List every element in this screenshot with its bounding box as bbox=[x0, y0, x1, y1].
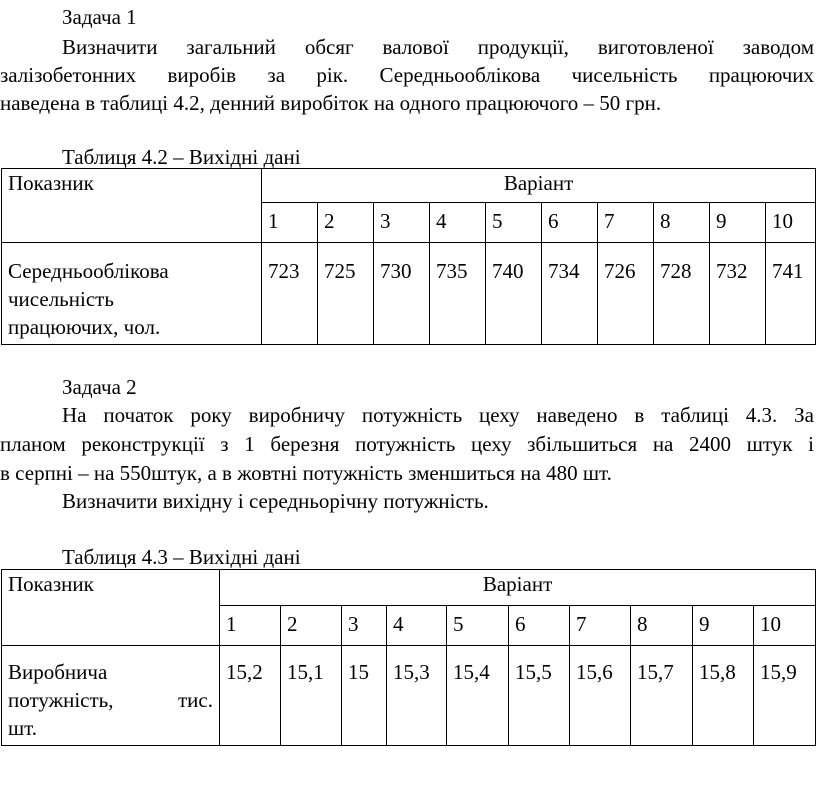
table-4-2-header-variant: Варіант bbox=[262, 169, 816, 203]
task2-line-2: планом реконструкції з 1 березня потужність цеху збільшиться на 2400 штук і bbox=[0, 432, 814, 456]
task1-line-2: залізобетонних виробів за рік. Середньооблікова чисельність працюючих bbox=[0, 63, 814, 87]
task2-line-3: в серпні – на 550штук, а в жовтні потужність зменшиться на 480 шт. bbox=[0, 461, 612, 485]
value-cell: 15,5 bbox=[509, 646, 570, 746]
task2-title: Задача 2 bbox=[62, 375, 137, 399]
row-label-line: чисельність bbox=[8, 287, 114, 311]
value-cell: 735 bbox=[430, 243, 486, 345]
task1-title: Задача 1 bbox=[62, 5, 137, 29]
variant-cell: 2 bbox=[318, 203, 374, 243]
value-cell: 723 bbox=[262, 243, 318, 345]
value-cell: 15,8 bbox=[693, 646, 754, 746]
task2-line-4: Визначити вихідну і середньорічну потужність. bbox=[62, 489, 489, 513]
variant-cell: 8 bbox=[631, 606, 693, 646]
row-label-part: тис. bbox=[178, 688, 213, 712]
task1-line-1: Визначити загальний обсяг валової продукції, виготовленої заводом bbox=[62, 35, 814, 59]
variant-cell: 6 bbox=[509, 606, 570, 646]
variant-cell: 7 bbox=[598, 203, 654, 243]
table-4-3-row-label bbox=[2, 646, 220, 746]
variant-cell: 1 bbox=[220, 606, 281, 646]
value-cell: 740 bbox=[486, 243, 542, 345]
variant-cell: 2 bbox=[281, 606, 342, 646]
row-label-part: потужність, bbox=[8, 688, 114, 712]
value-cell: 726 bbox=[598, 243, 654, 345]
value-cell: 15,6 bbox=[570, 646, 631, 746]
variant-cell: 1 bbox=[262, 203, 318, 243]
value-cell: 15 bbox=[342, 646, 387, 746]
value-cell: 741 bbox=[766, 243, 816, 345]
row-label-line bbox=[8, 686, 213, 714]
value-cell: 15,7 bbox=[631, 646, 693, 746]
table-4-2-header-indicator: Показник bbox=[2, 169, 262, 243]
value-cell: 732 bbox=[710, 243, 766, 345]
table-4-3-header-variant: Варіант bbox=[220, 570, 816, 606]
row-label-line: Середньооблікова bbox=[8, 259, 169, 283]
table-4-3-caption: Таблиця 4.3 – Вихідні дані bbox=[62, 545, 301, 569]
row-label-line: шт. bbox=[8, 716, 38, 740]
value-cell: 15,1 bbox=[281, 646, 342, 746]
value-cell: 15,9 bbox=[754, 646, 816, 746]
table-4-2-caption: Таблиця 4.2 – Вихідні дані bbox=[62, 145, 301, 169]
value-cell: 15,3 bbox=[387, 646, 447, 746]
value-cell: 15,2 bbox=[220, 646, 281, 746]
variant-cell: 9 bbox=[710, 203, 766, 243]
variant-cell: 9 bbox=[693, 606, 754, 646]
variant-cell: 4 bbox=[387, 606, 447, 646]
variant-cell: 6 bbox=[542, 203, 598, 243]
value-cell: 725 bbox=[318, 243, 374, 345]
variant-cell: 4 bbox=[430, 203, 486, 243]
table-4-3 bbox=[1, 569, 816, 746]
variant-cell: 10 bbox=[754, 606, 816, 646]
value-cell: 15,4 bbox=[447, 646, 509, 746]
variant-cell: 10 bbox=[766, 203, 816, 243]
variant-cell: 3 bbox=[374, 203, 430, 243]
variant-cell: 3 bbox=[342, 606, 387, 646]
table-4-3-header-indicator: Показник bbox=[2, 570, 220, 646]
task1-line-3: наведена в таблиці 4.2, денний виробіток на одного працюючого – 50 грн. bbox=[0, 91, 662, 115]
variant-cell: 7 bbox=[570, 606, 631, 646]
value-cell: 728 bbox=[654, 243, 710, 345]
table-4-2 bbox=[1, 168, 816, 345]
table-4-2-row-label bbox=[2, 243, 262, 345]
task2-line-1: На початок року виробничу потужність цеху наведено в таблиці 4.3. За bbox=[62, 403, 814, 427]
variant-cell: 8 bbox=[654, 203, 710, 243]
row-label-line: працюючих, чол. bbox=[8, 315, 161, 339]
value-cell: 730 bbox=[374, 243, 430, 345]
row-label-line: Виробнича bbox=[8, 660, 108, 684]
variant-cell: 5 bbox=[447, 606, 509, 646]
value-cell: 734 bbox=[542, 243, 598, 345]
variant-cell: 5 bbox=[486, 203, 542, 243]
